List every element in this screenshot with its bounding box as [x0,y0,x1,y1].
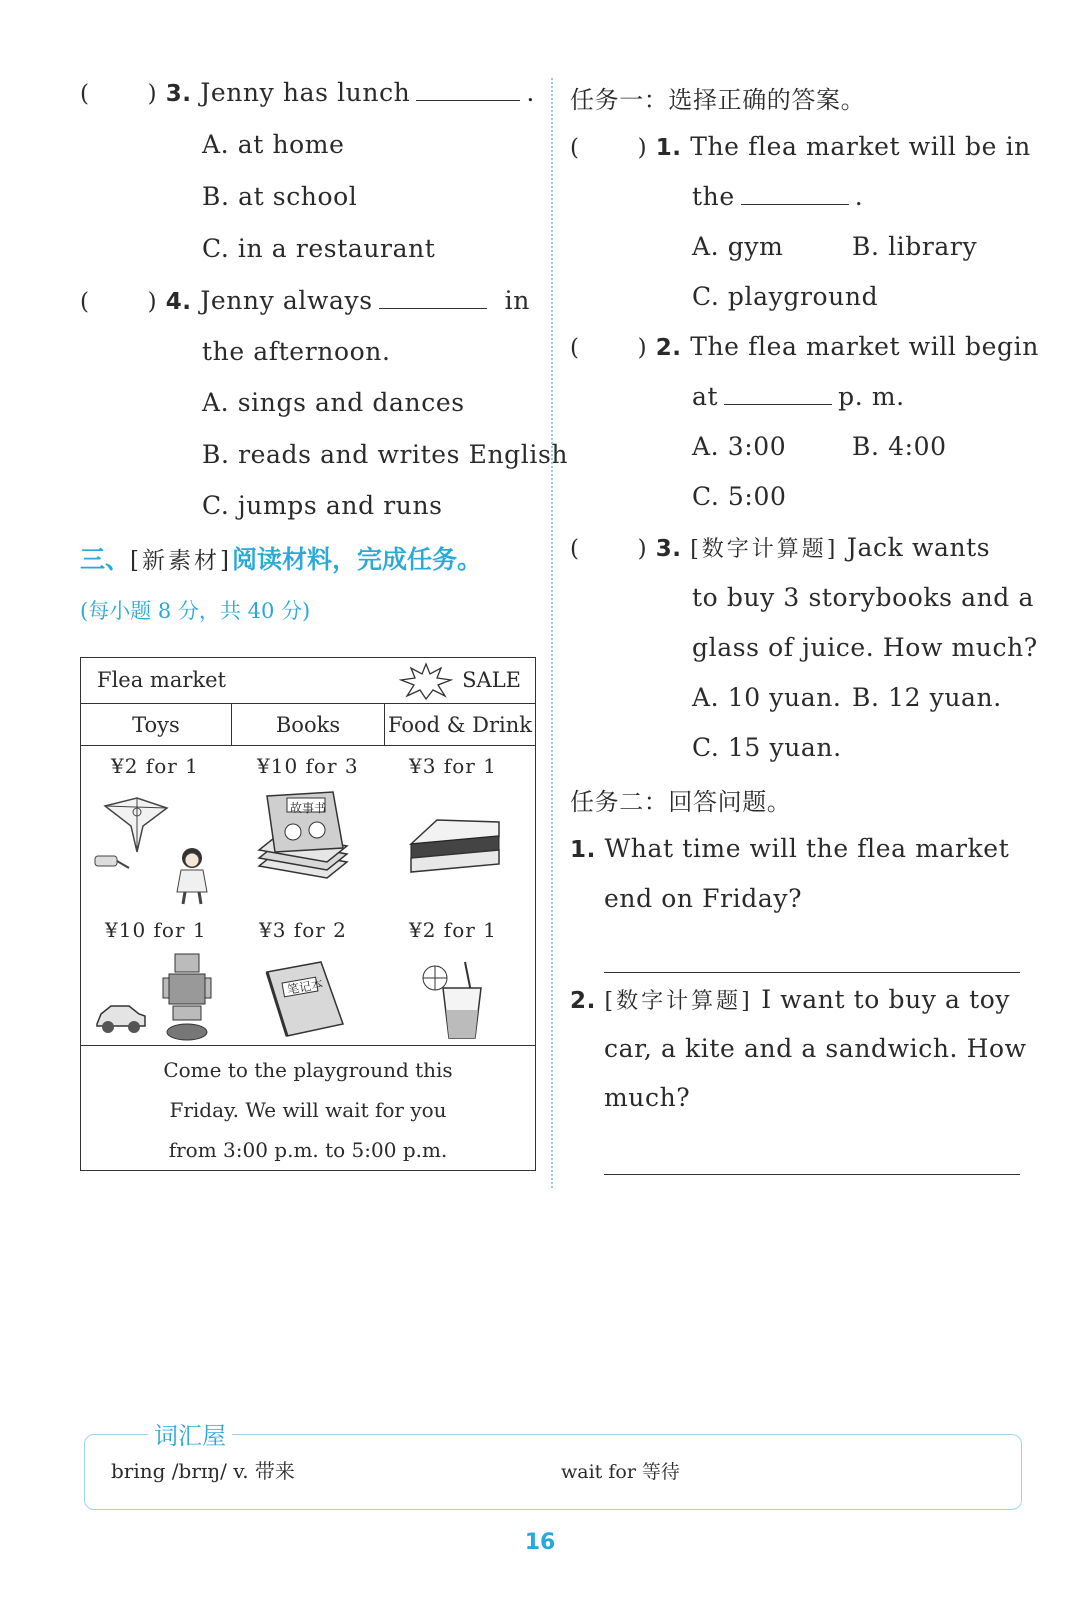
price-storybooks: ¥10 for 3 [257,754,359,778]
table-title-row [81,658,536,704]
calculation-tag: [数字计算题] [604,989,753,1014]
price-notebooks: ¥3 for 2 [259,918,347,942]
column-header-food-drink: Food & Drink [385,704,536,746]
question-number: 3. [655,536,682,562]
task1-question-1-line2 [692,182,863,211]
task1-question-3-stem [570,532,990,563]
option-b: B. library [852,232,978,261]
page-number: 16 [524,1530,556,1555]
question-4-stem-line2: the afternoon. [202,337,391,366]
new-material-tag: [新素材] [130,548,232,574]
juice-icon [417,958,501,1042]
answer-paren-close: ) [147,289,158,315]
table-title: Flea market [97,668,226,692]
stem-text: at [692,382,719,411]
column-header-books: Books [232,704,385,746]
kite-icon [97,794,177,856]
question-number: 1. [655,135,682,161]
option-a: A. sings and dances [202,388,465,417]
option-b: B. reads and writes English [202,440,569,469]
option-a: A. 3:00 [692,432,787,461]
sale-label: SALE [462,668,521,692]
storybook-label: 故事书 [290,801,327,815]
vocab-item-bring: bring /brɪŋ/ v. 带来 [111,1459,295,1483]
vocabulary-title: 词汇屋 [148,1416,232,1451]
section-points: (每小题 8 分，共 40 分) [80,599,311,623]
task2-question-2 [570,984,1010,1015]
task1-question-2-line2 [692,382,905,411]
answer-paren-open: ( [570,335,580,361]
answer-line-1[interactable] [604,972,1020,973]
doll-icon [171,846,213,908]
burst-icon [399,662,453,700]
question-3-stem [80,78,535,107]
question-number: 2. [570,988,596,1014]
notebook-icon [263,958,347,1040]
answer-paren-open: ( [80,81,90,107]
stem-text-end: p. m. [838,382,905,411]
toy-car-icon [93,1000,149,1036]
question-text: What time will the flea market [604,834,1010,863]
task2-question-2-line2: car, a kite and a sandwich. How [604,1034,1027,1063]
task2-question-1-line2: end on Friday? [604,884,803,913]
fill-blank[interactable] [724,382,832,405]
answer-paren-close: ) [637,536,648,562]
task-2-title: 任务二：回答问题。 [570,788,792,816]
question-number: 3. [165,81,192,107]
section-number: 三、 [80,545,131,574]
answer-paren-open: ( [570,536,580,562]
task2-question-1 [570,834,1009,863]
option-c: C. 15 yuan. [692,733,842,762]
task-1-title: 任务一：选择正确的答案。 [570,86,866,114]
task1-question-3-line3: glass of juice. How much? [692,633,1038,662]
calculation-tag: [数字计算题] [690,537,839,562]
answer-paren-close: ) [637,335,648,361]
fill-blank[interactable] [416,78,520,101]
option-a: A. 10 yuan. [692,683,842,712]
stem-text-end: . [526,78,535,107]
price-kite-doll: ¥2 for 1 [111,754,199,778]
option-c: C. jumps and runs [202,491,443,520]
task1-question-1-stem [570,132,1031,161]
paint-roller-icon [91,850,131,874]
notice-line-3: from 3:00 p.m. to 5:00 p.m. [168,1138,448,1162]
section-heading [80,540,482,576]
price-sandwich: ¥3 for 1 [409,754,497,778]
column-divider [551,78,553,1188]
question-number: 2. [655,335,682,361]
sandwich-icon [407,810,503,882]
option-c: C. 5:00 [692,482,787,511]
notice-line-2: Friday. We will wait for you [169,1098,447,1122]
section-title: 阅读材料，完成任务。 [231,545,482,574]
price-car-robot: ¥10 for 1 [105,918,207,942]
notice-line-1: Come to the playground this [163,1058,453,1082]
price-juice: ¥2 for 1 [409,918,497,942]
goods-area [81,746,536,1046]
stem-text: the [692,182,735,211]
option-a: A. gym [692,232,784,261]
question-number: 4. [165,289,192,315]
option-c: C. playground [692,282,879,311]
option-b: B. at school [202,182,358,211]
question-number: 1. [570,837,596,863]
vocab-item-wait-for: wait for 等待 [561,1461,680,1483]
fill-blank[interactable] [741,182,849,205]
answer-paren-open: ( [80,289,90,315]
stem-text: Jenny always [200,286,373,315]
fill-blank[interactable] [379,286,487,309]
option-a: A. at home [202,130,345,159]
option-b: B. 12 yuan. [852,683,1002,712]
stem-text: Jenny has lunch [200,78,411,107]
option-b: B. 4:00 [852,432,947,461]
stem-text: The flea market will be in [690,132,1031,161]
answer-paren-close: ) [637,135,648,161]
stem-text: The flea market will begin [690,332,1039,361]
notebook-label: 笔记本 [286,976,325,998]
answer-line-2[interactable] [604,1174,1020,1175]
stem-text: Jack wants [846,533,991,562]
question-4-stem [80,286,530,315]
stem-text-end: in [504,286,530,315]
task1-question-2-stem [570,332,1039,361]
answer-paren-open: ( [570,135,580,161]
task2-question-2-line3: much? [604,1083,691,1112]
answer-paren-close: ) [147,81,158,107]
option-c: C. in a restaurant [202,234,436,263]
stem-text-end: . [854,182,864,211]
column-header-toys: Toys [81,704,232,746]
flea-market-table [80,657,536,1171]
task1-question-3-line2: to buy 3 storybooks and a [692,583,1034,612]
notice-cell [81,1046,536,1171]
question-text: I want to buy a toy [761,985,1011,1014]
robot-icon [161,952,213,1042]
